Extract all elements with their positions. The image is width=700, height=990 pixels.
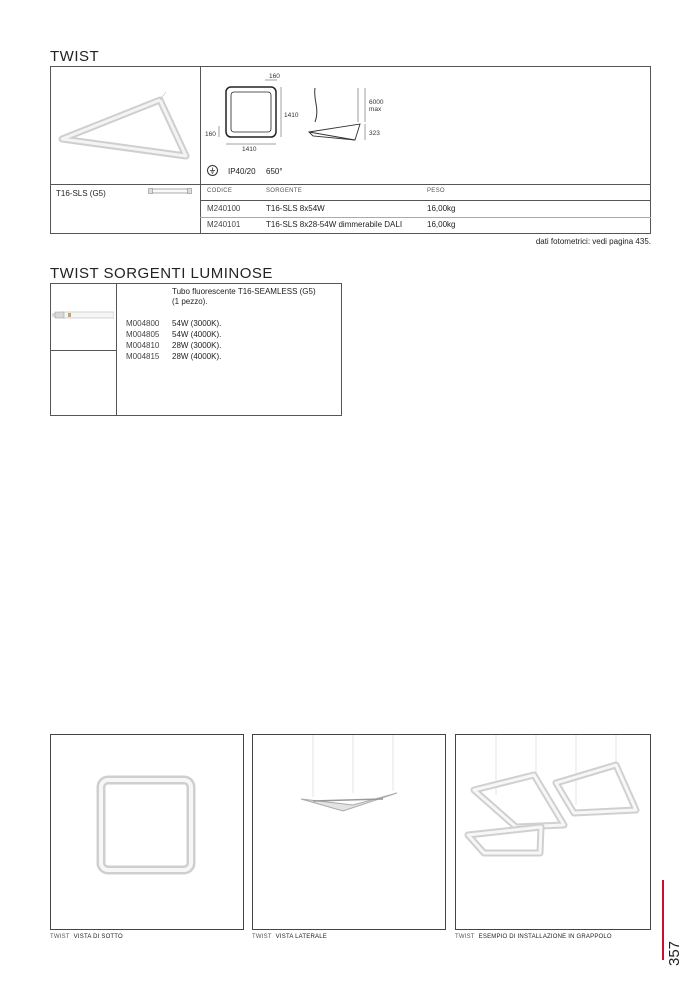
photo-side-view: [252, 734, 446, 930]
section2-title: TWIST SORGENTI LUMINOSE: [50, 265, 273, 282]
page-number: 357: [666, 940, 683, 966]
row-divider: [50, 184, 651, 185]
caption-side-view: [252, 934, 327, 940]
item-desc: 54W (3000K).: [172, 319, 222, 328]
ip-rating: IP40/20: [228, 167, 256, 176]
photometric-note: dati fotometrici: vedi pagina 435.: [535, 237, 651, 246]
row1-code: M240100: [207, 204, 241, 213]
dim-right: 1410: [284, 112, 299, 119]
tube-lamp-icon: [148, 187, 192, 195]
table-row-divider: [200, 217, 651, 218]
glow-wire-temp: 650°: [266, 167, 283, 176]
item-desc: 54W (4000K).: [172, 330, 222, 339]
caption-label: VISTA LATERALE: [275, 934, 327, 940]
item-code: M004810: [126, 341, 160, 350]
item-desc: 28W (3000K).: [172, 341, 222, 350]
caption-label: ESEMPIO DI INSTALLAZIONE IN GRAPPOLO: [478, 934, 612, 940]
dim-bottom: 1410: [242, 146, 257, 153]
caption-prefix: TWIST: [252, 934, 272, 940]
row2-weight: 16,00kg: [427, 220, 456, 229]
table-header-divider: [200, 200, 651, 201]
item-code: M004800: [126, 319, 160, 328]
page-accent-line: [662, 880, 664, 960]
caption-bottom-view: [50, 934, 123, 940]
caption-prefix: TWIST: [50, 934, 70, 940]
section-title: TWIST: [50, 48, 100, 65]
fluorescent-tube-image: [52, 308, 114, 322]
header-weight: PESO: [427, 188, 445, 194]
header-source: SORGENTE: [266, 188, 303, 194]
ground-icon: [207, 165, 218, 176]
source-description: Tubo fluorescente T16-SEAMLESS (G5): [172, 287, 316, 296]
caption-label: VISTA DI SOTTO: [73, 934, 123, 940]
dim-height: 323: [369, 130, 380, 137]
dim-top: 160: [269, 73, 280, 80]
row2-code: M240101: [207, 220, 241, 229]
row1-source: T16-SLS 8x54W: [266, 204, 325, 213]
caption-prefix: TWIST: [455, 934, 475, 940]
source-label: T16-SLS (G5): [56, 189, 106, 198]
item-code: M004805: [126, 330, 160, 339]
technical-drawing: [205, 70, 405, 162]
item-code: M004815: [126, 352, 160, 361]
column-divider: [200, 66, 201, 234]
source-column-divider: [116, 283, 117, 416]
photo-cluster-installation: [455, 734, 651, 930]
header-code: CODICE: [207, 188, 233, 194]
caption-cluster: [455, 934, 612, 940]
source-row-divider: [50, 350, 116, 351]
dim-cable: 6000: [369, 99, 384, 106]
photo-bottom-view: [50, 734, 244, 930]
row1-weight: 16,00kg: [427, 204, 456, 213]
item-desc: 28W (4000K).: [172, 352, 222, 361]
product-image: [56, 92, 196, 162]
source-quantity: (1 pezzo).: [172, 297, 208, 306]
row2-source: T16-SLS 8x28-54W dimmerabile DALI: [266, 220, 403, 229]
dim-left: 160: [205, 131, 216, 138]
dim-cable-unit: max: [369, 106, 382, 113]
